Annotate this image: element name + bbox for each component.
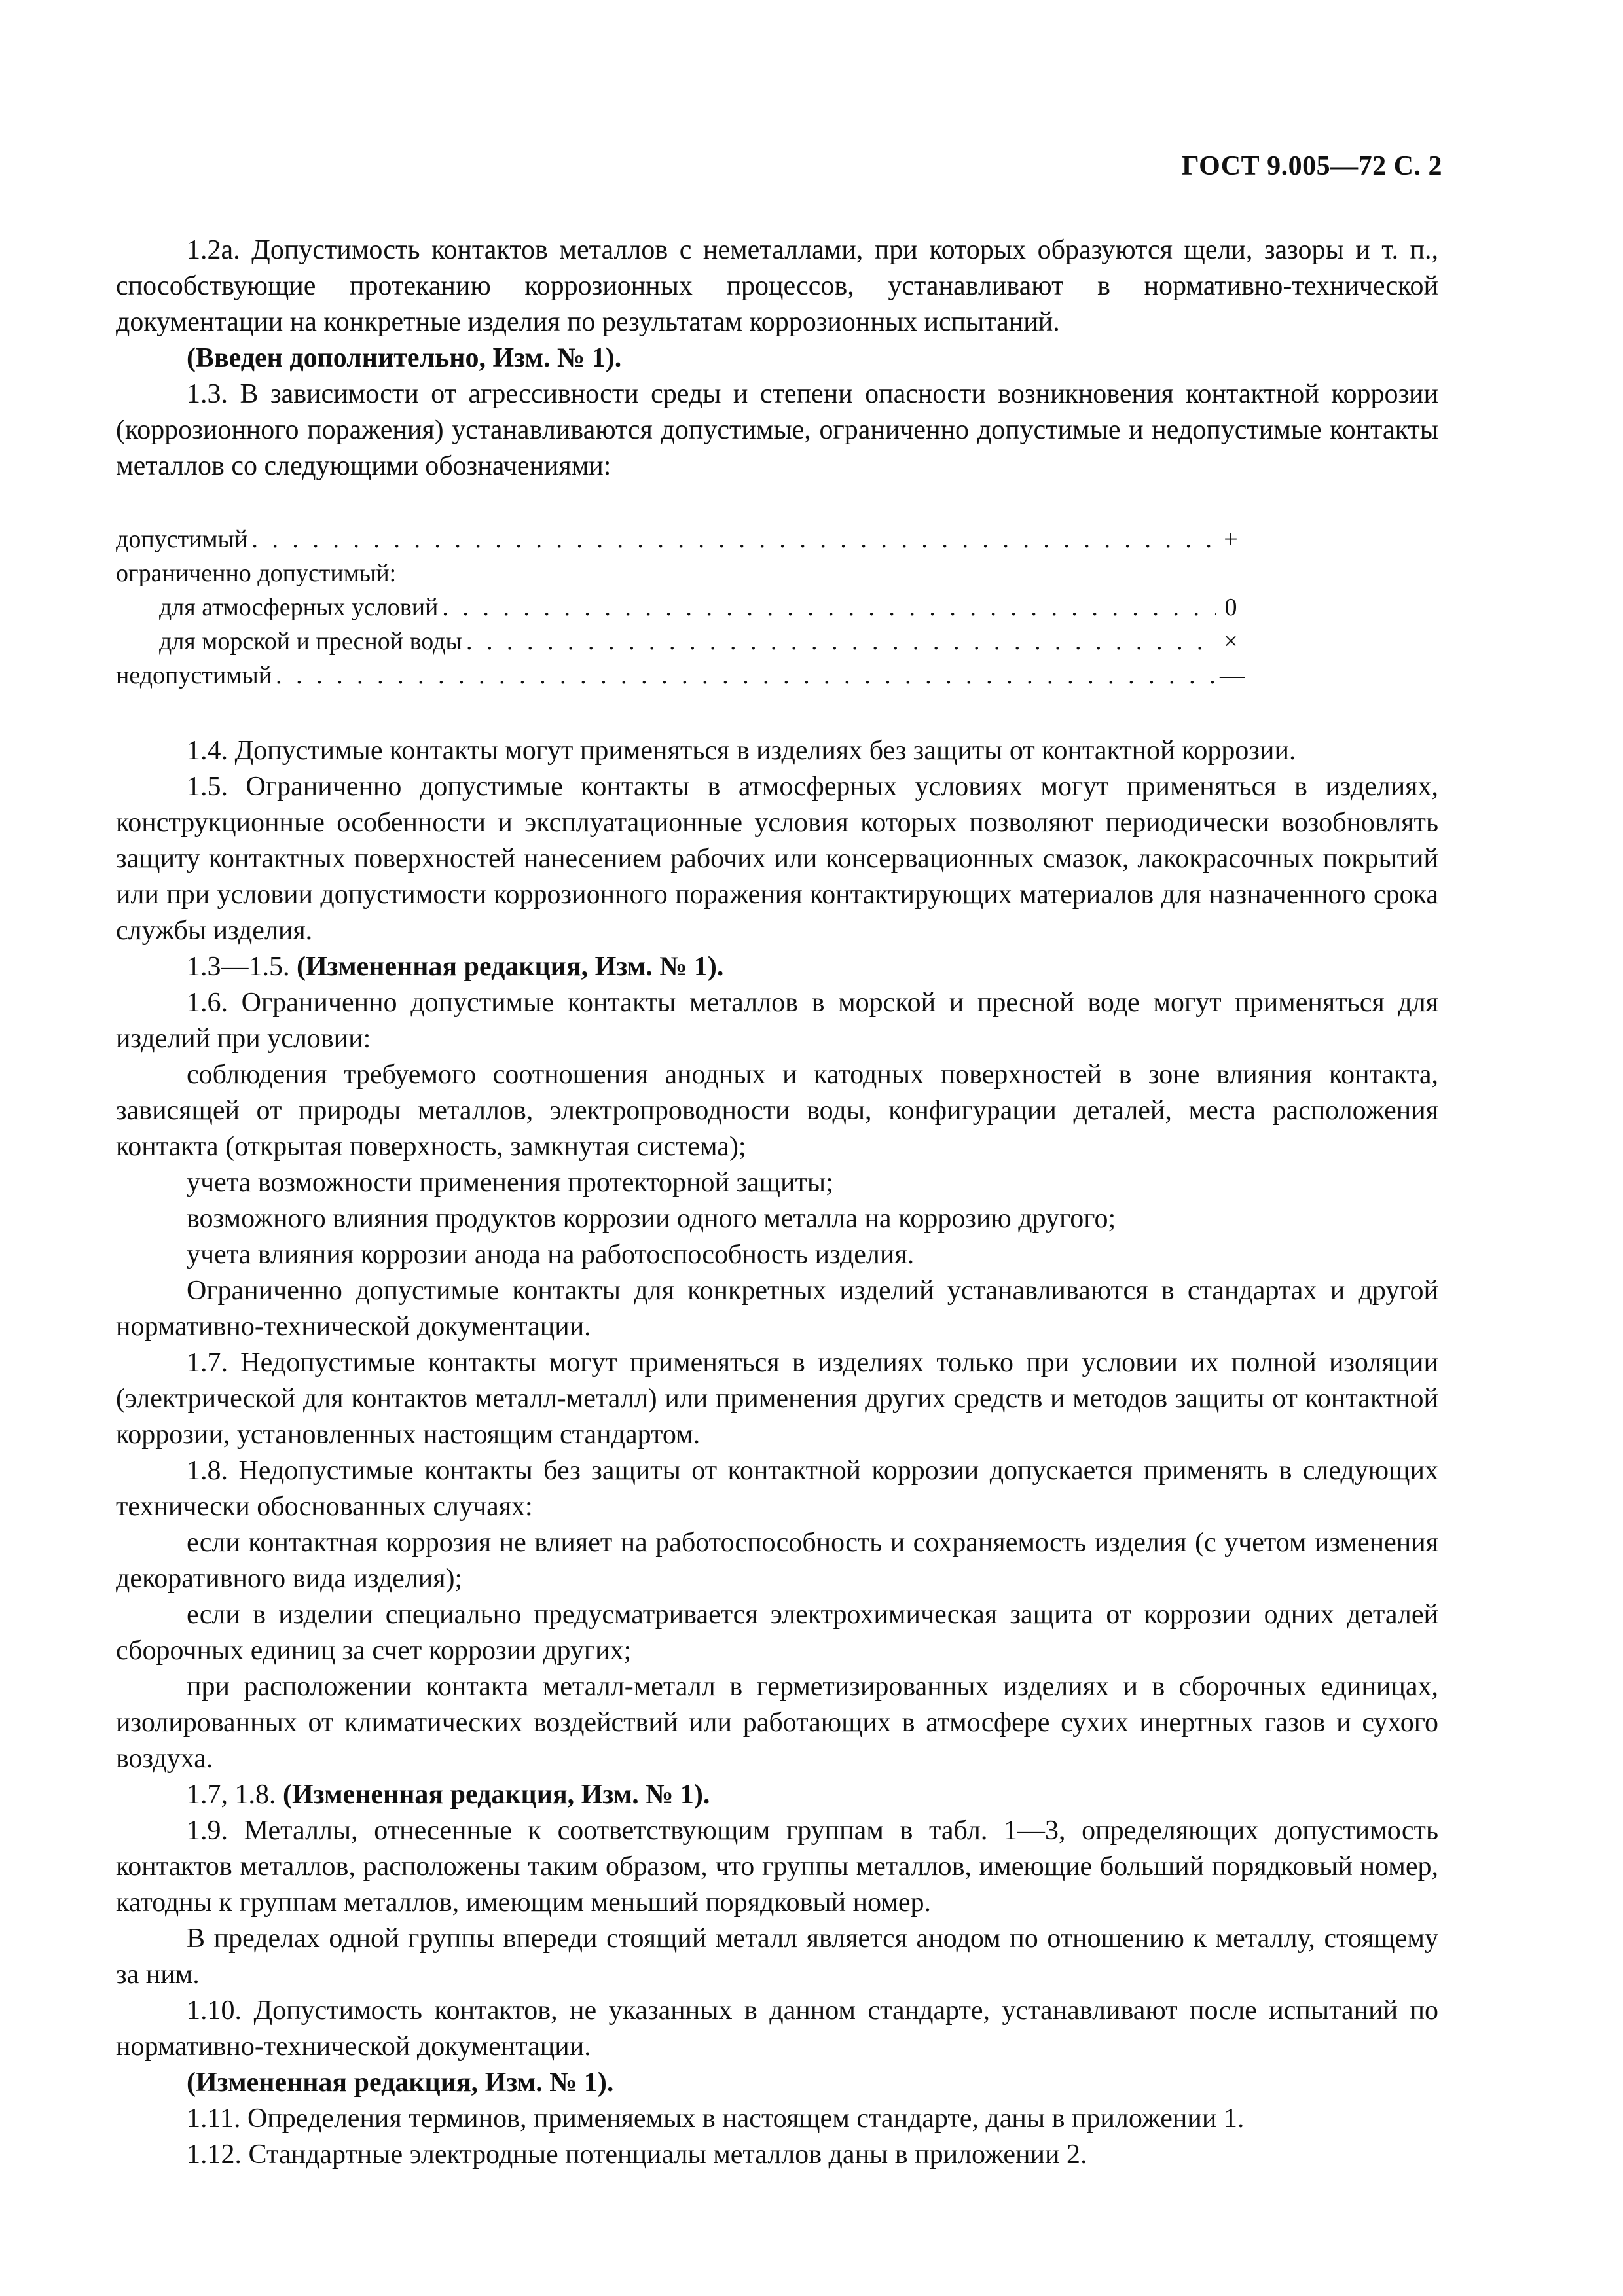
legend-label: недопустимый [116,662,272,689]
legend-row-impermissible [116,658,1245,692]
leader-dots [466,624,1216,658]
legend-row-limited-heading [116,556,1242,590]
legend-row-permissible [116,522,1242,556]
paragraph-1-9-b: В пределах одной группы впереди стоящий металл является анодом по отношению к металлу, стоящему за ним. [116,1924,1438,1990]
legend-symbol: — [1220,662,1245,689]
paragraph-1-3: 1.3. В зависимости от агрессивности среды и степени опасности возникновения контактной коррозии (коррозионного поражения) устанавливаются допустимые, ограниченно допустимые и недопустимые контакты металлов со следующими обозначениями: [116,379,1438,481]
paragraph-1-6: 1.6. Ограниченно допустимые контакты металлов в морской и пресной воде могут применяться для изделий при условии: [116,988,1438,1054]
note-prefix: 1.3—1.5. [187,952,297,982]
leader-dots [442,590,1216,624]
note-text: (Измененная редакция, Изм. № 1). [283,1780,710,1810]
legend-symbol: + [1224,526,1238,553]
legend-row-sea-fresh-water [116,624,1242,658]
paragraph-1-8-item: если контактная коррозия не влияет на работоспособность и сохраняемость изделия (с учетом изменения декоративного вида изделия); [116,1528,1438,1594]
page-header: ГОСТ 9.005—72 С. 2 [1181,151,1442,181]
paragraph-1-6-item: учета возможности применения протекторной защиты; [187,1168,833,1198]
paragraph-1-6-item: Ограниченно допустимые контакты для конкретных изделий устанавливаются в стандартах и другой нормативно-технической документации. [116,1276,1438,1342]
amendment-note-1-2a: (Введен дополнительно, Изм. № 1). [187,343,622,373]
legend-row-atmospheric [116,590,1242,624]
document-body [116,232,1438,2173]
amendment-note-1-10: (Измененная редакция, Изм. № 1). [187,2068,614,2098]
leader-dots [251,522,1216,556]
paragraph-1-8-item: если в изделии специально предусматривается электрохимическая защита от коррозии одних деталей сборочных единиц за счет коррозии других; [116,1600,1438,1666]
contact-symbols-legend [116,522,1245,692]
paragraph-1-11: 1.11. Определения терминов, применяемых в настоящем стандарте, даны в приложении 1. [187,2104,1245,2134]
amendment-note-1-3-1-5 [116,949,1438,985]
amendment-note-1-7-1-8 [116,1777,1438,1813]
paragraph-1-9: 1.9. Металлы, отнесенные к соответствующим группам в табл. 1—3, определяющих допустимость контактов металлов, расположены таким образом, что группы металлов, имеющие больший порядковый номер, катодны к группам металлов, имеющим меньший порядковый номер. [116,1816,1438,1918]
legend-symbol: × [1224,628,1238,655]
paragraph-1-10: 1.10. Допустимость контактов, не указанных в данном стандарте, устанавливают после испытаний по нормативно-технической документации. [116,1996,1438,2062]
legend-label: для атмосферных условий [159,594,439,621]
note-prefix: 1.7, 1.8. [187,1780,283,1810]
paragraph-1-4: 1.4. Допустимые контакты могут применяться в изделиях без защиты от контактной коррозии. [187,736,1296,766]
note-text: (Измененная редакция, Изм. № 1). [297,952,724,982]
paragraph-1-6-item: возможного влияния продуктов коррозии одного металла на коррозию другого; [187,1204,1116,1234]
legend-symbol: 0 [1224,594,1237,621]
legend-label: ограниченно допустимый: [116,560,397,587]
paragraph-1-12: 1.12. Стандартные электродные потенциалы металлов даны в приложении 2. [187,2140,1087,2170]
legend-label: допустимый [116,526,248,553]
paragraph-1-8-item: при расположении контакта металл-металл в герметизированных изделиях и в сборочных единицах, изолированных от климатических воздействий или работающих в атмосфере сухих инертных газов и сухого воздуха. [116,1672,1438,1774]
paragraph-1-6-item: учета влияния коррозии анода на работоспособность изделия. [187,1240,915,1270]
legend-label: для морской и пресной воды [159,628,463,655]
paragraph-1-7: 1.7. Недопустимые контакты могут применяться в изделиях только при условии их полной изоляции (электрической для контактов металл-металл) или применения других средств и методов защиты от контактной коррозии, установленных настоящим стандартом. [116,1348,1438,1450]
paragraph-1-6-item: соблюдения требуемого соотношения анодных и катодных поверхностей в зоне влияния контакта, зависящей от природы металлов, электропроводности воды, конфигурации деталей, места расположения контакта (открытая поверхность, замкнутая система); [116,1060,1438,1162]
paragraph-1-5: 1.5. Ограниченно допустимые контакты в атмосферных условиях могут применяться в изделиях, конструкционные особенности и эксплуатационные условия которых позволяют периодически возобновлять защиту контактных поверхностей нанесением рабочих или консервационных смазок, лакокрасочных покрытий или при условии допустимости коррозионного поражения контактирующих материалов для назначенного срока службы изделия. [116,772,1438,946]
paragraph-1-8: 1.8. Недопустимые контакты без защиты от контактной коррозии допускается применять в следующих технически обоснованных случаях: [116,1456,1438,1522]
leader-dots [276,658,1216,692]
paragraph-1-2a: 1.2а. Допустимость контактов металлов с неметаллами, при которых образуются щели, зазоры и т. п., способствующие протеканию коррозионных процессов, устанавливают в нормативно-технической документации на конкретные изделия по результатам коррозионных испытаний. [116,235,1438,337]
